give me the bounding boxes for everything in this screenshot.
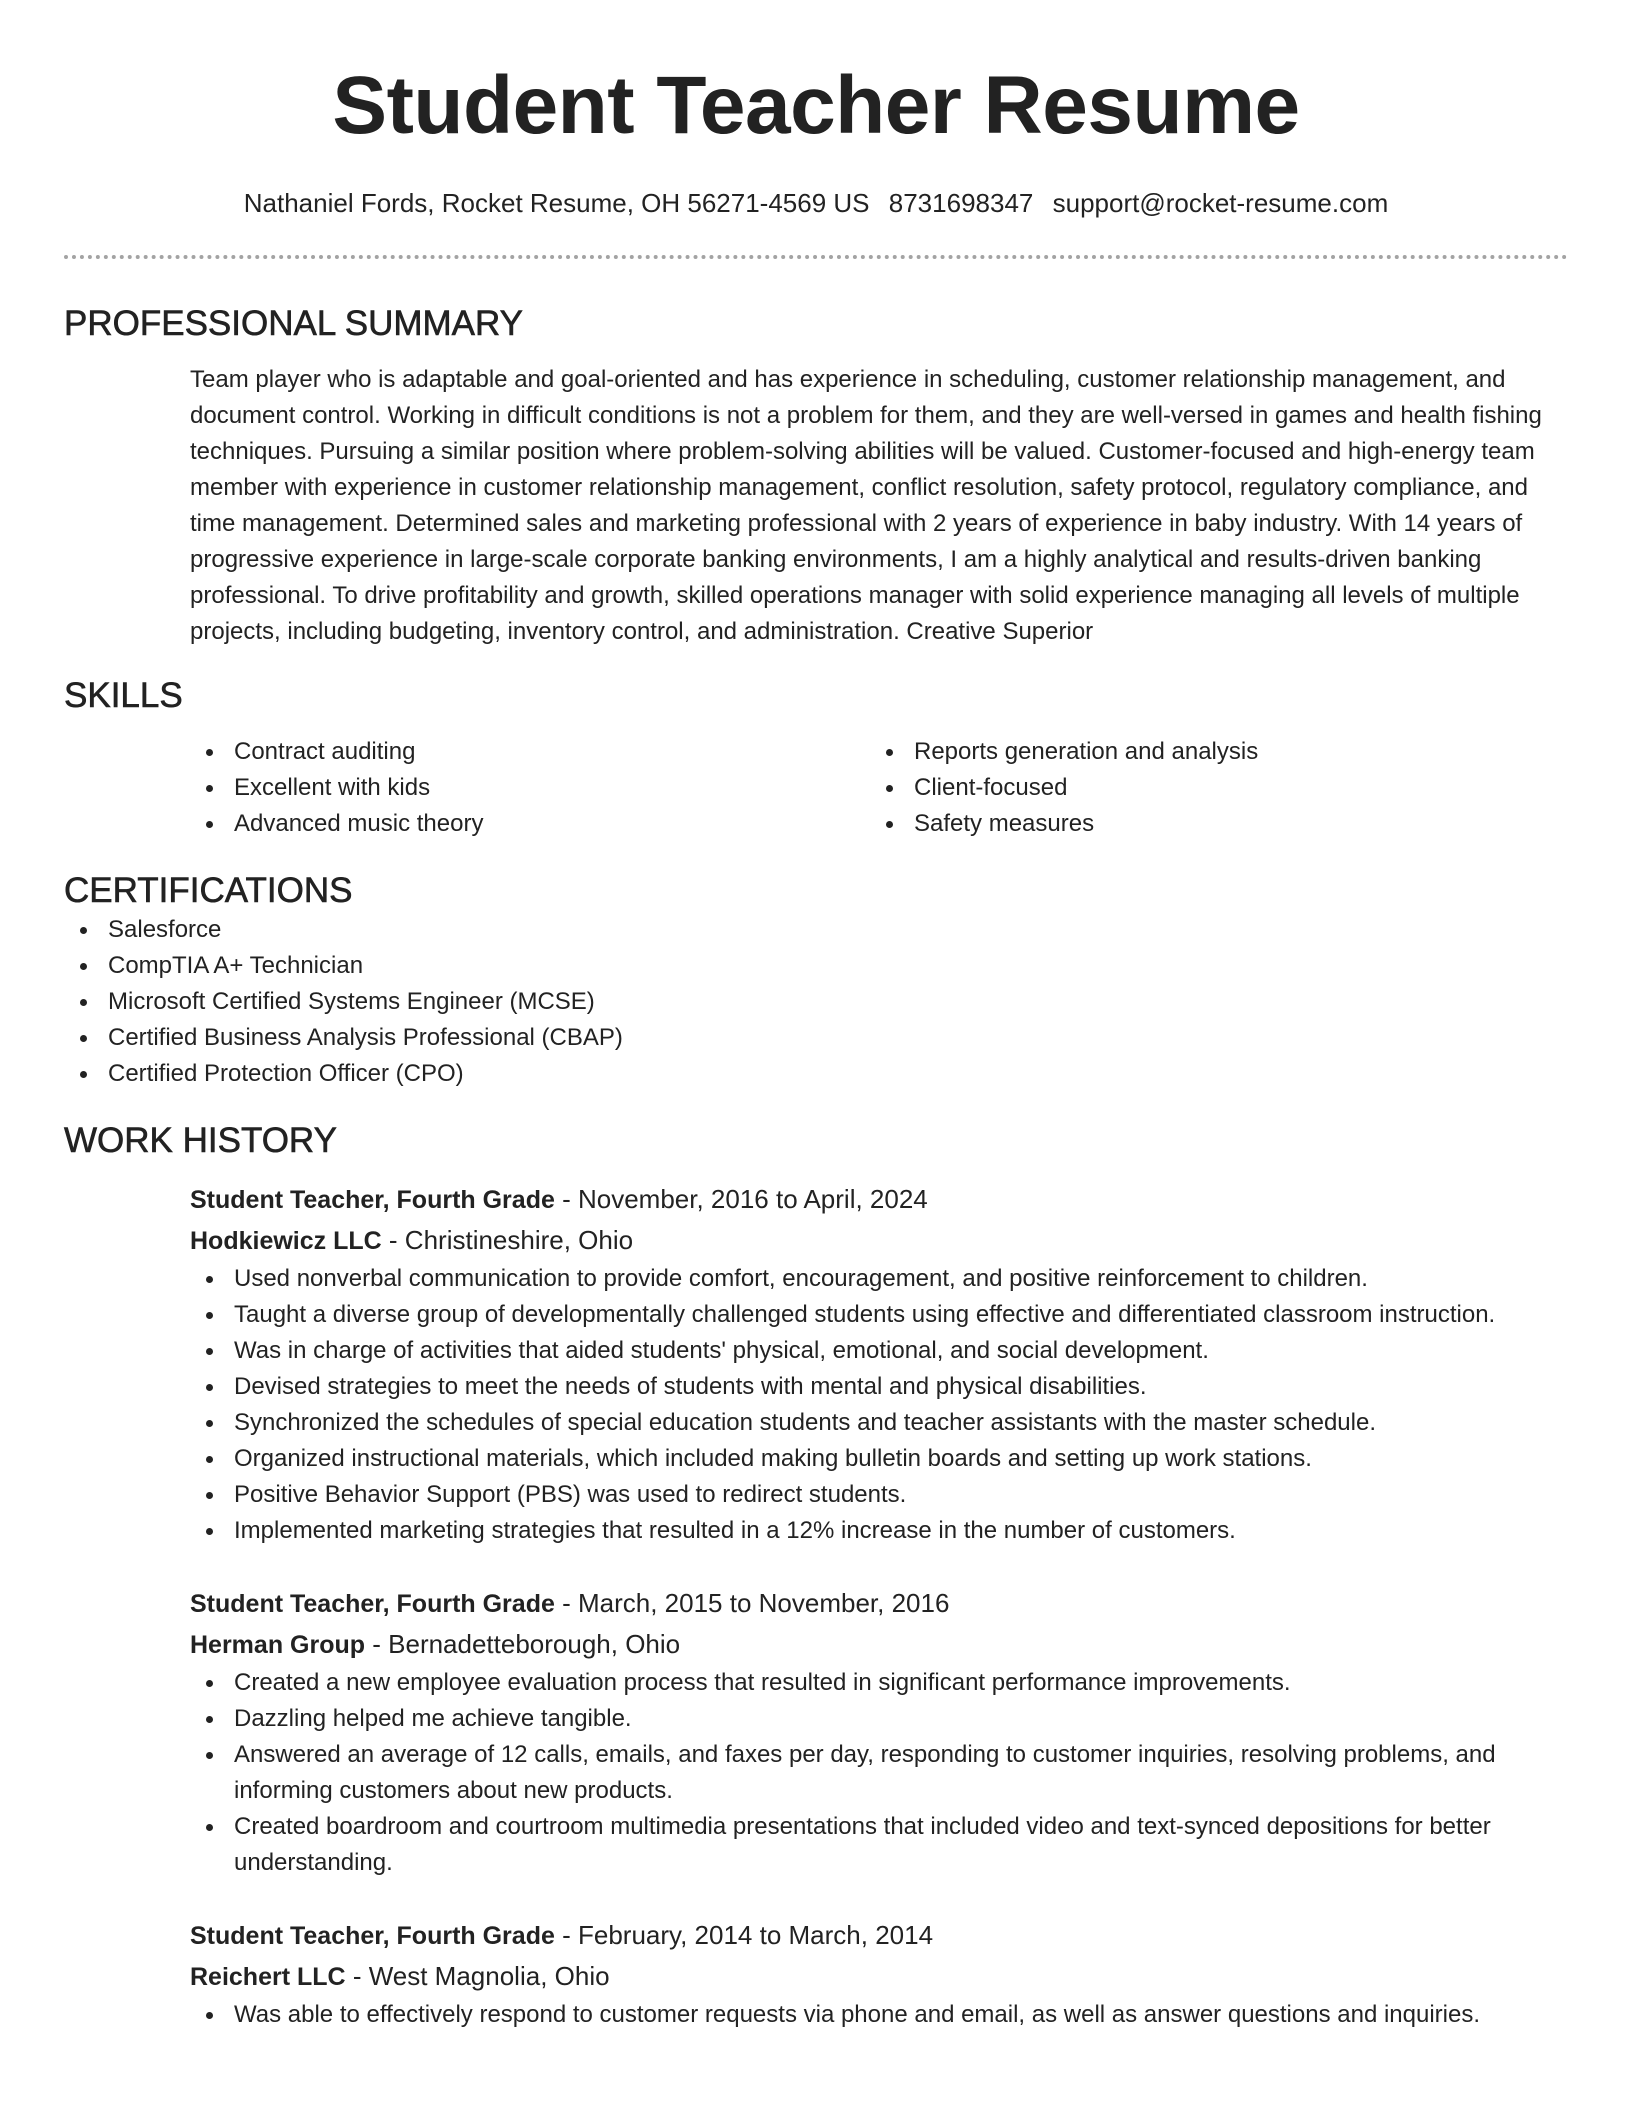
contact-phone: 8731698347 [888,188,1034,218]
job-duty-item: Synchronized the schedules of special education students and teacher assistants with the master schedule. [190,1405,1568,1441]
job-duty-item: Dazzling helped me achieve tangible. [190,1701,1568,1737]
skills-heading: SKILLS [64,676,183,715]
job-duty-item: Created boardroom and courtroom multimedia presentations that included video and text-synced depositions for better understanding. [190,1809,1568,1881]
job-duty-item: Was able to effectively respond to customer requests via phone and email, as well as answer questions and inquiries. [190,1997,1568,2033]
job-entry [190,1915,1568,2033]
job-title: Student Teacher, Fourth Grade [190,1590,555,1618]
certifications-list [64,912,1568,1092]
contact-email: support@rocket-resume.com [1052,188,1389,218]
job-title-line [190,1583,1568,1624]
job-company: Herman Group [190,1631,366,1659]
job-title: Student Teacher, Fourth Grade [190,1922,555,1950]
skills-column-right [870,734,1550,842]
job-entry [190,1583,1568,1881]
certification-item: Certified Protection Officer (CPO) [64,1056,1568,1092]
job-duty-item: Implemented marketing strategies that resulted in a 12% increase in the number of customers. [190,1513,1568,1549]
job-duty-item: Answered an average of 12 calls, emails, and faxes per day, responding to customer inquiries, resolving problems, and informing customers about new products. [190,1737,1568,1809]
job-dates: - February, 2014 to March, 2014 [554,1920,934,1950]
job-duties-list [190,1997,1568,2033]
certifications-heading: CERTIFICATIONS [64,871,353,910]
job-duty-item: Organized instructional materials, which included making bulletin boards and setting up work stations. [190,1441,1568,1477]
skill-item: Safety measures [870,806,1550,842]
job-location: - Christineshire, Ohio [381,1225,634,1255]
skills-grid [190,734,1568,842]
contact-line [64,186,1568,220]
summary-text: Team player who is adaptable and goal-oriented and has experience in scheduling, customer relationship management, and document control. Working in difficult conditions is not a problem for them, and they are well-versed in games and health fishing techniques. Pursuing a similar position where problem-solving abilities will be valued. Customer-focused and high-energy team member with experience in customer relationship management, conflict resolution, safety protocol, regulatory compliance, and time management. Determined sales and marketing professional with 2 years of experience in baby industry. With 14 years of progressive experience in large-scale corporate banking environments, I am a highly analytical and results-driven banking professional. To drive profitability and growth, skilled operations manager with solid experience managing all levels of multiple projects, including budgeting, inventory control, and administration. Creative Superior [190,366,1542,645]
job-dates: - March, 2015 to November, 2016 [554,1588,950,1618]
certification-item: Microsoft Certified Systems Engineer (MCSE) [64,984,1568,1020]
job-location: - West Magnolia, Ohio [345,1961,610,1991]
certification-item: Certified Business Analysis Professional (CBAP) [64,1020,1568,1056]
job-duty-item: Was in charge of activities that aided students' physical, emotional, and social development. [190,1333,1568,1369]
certification-item: CompTIA A+ Technician [64,948,1568,984]
job-company: Reichert LLC [190,1963,346,1991]
work-history-heading: WORK HISTORY [64,1121,337,1160]
job-dates: - November, 2016 to April, 2024 [554,1184,928,1214]
job-duties-list [190,1261,1568,1549]
skill-item: Contract auditing [190,734,870,770]
skill-item: Advanced music theory [190,806,870,842]
job-title-line [190,1179,1568,1220]
summary-heading: PROFESSIONAL SUMMARY [64,304,523,343]
skills-column-left [190,734,870,842]
certification-item: Salesforce [64,912,1568,948]
header-divider [64,255,1568,259]
resume-title: Student Teacher Resume [332,60,1300,151]
job-company-line [190,1624,1568,1665]
job-company-line [190,1956,1568,1997]
job-title: Student Teacher, Fourth Grade [190,1186,555,1214]
job-duties-list [190,1665,1568,1881]
job-duty-item: Created a new employee evaluation process that resulted in significant performance improvements. [190,1665,1568,1701]
job-location: - Bernadetteborough, Ohio [365,1629,681,1659]
skill-item: Reports generation and analysis [870,734,1550,770]
job-duty-item: Devised strategies to meet the needs of students with mental and physical disabilities. [190,1369,1568,1405]
skill-item: Client-focused [870,770,1550,806]
job-company: Hodkiewicz LLC [190,1227,382,1255]
job-duty-item: Taught a diverse group of developmentally challenged students using effective and differentiated classroom instruction. [190,1297,1568,1333]
job-entry [190,1179,1568,1549]
job-company-line [190,1220,1568,1261]
job-title-line [190,1915,1568,1956]
skill-item: Excellent with kids [190,770,870,806]
job-duty-item: Used nonverbal communication to provide comfort, encouragement, and positive reinforcement to children. [190,1261,1568,1297]
job-duty-item: Positive Behavior Support (PBS) was used to redirect students. [190,1477,1568,1513]
contact-address: Nathaniel Fords, Rocket Resume, OH 56271-4569 US [243,188,870,218]
